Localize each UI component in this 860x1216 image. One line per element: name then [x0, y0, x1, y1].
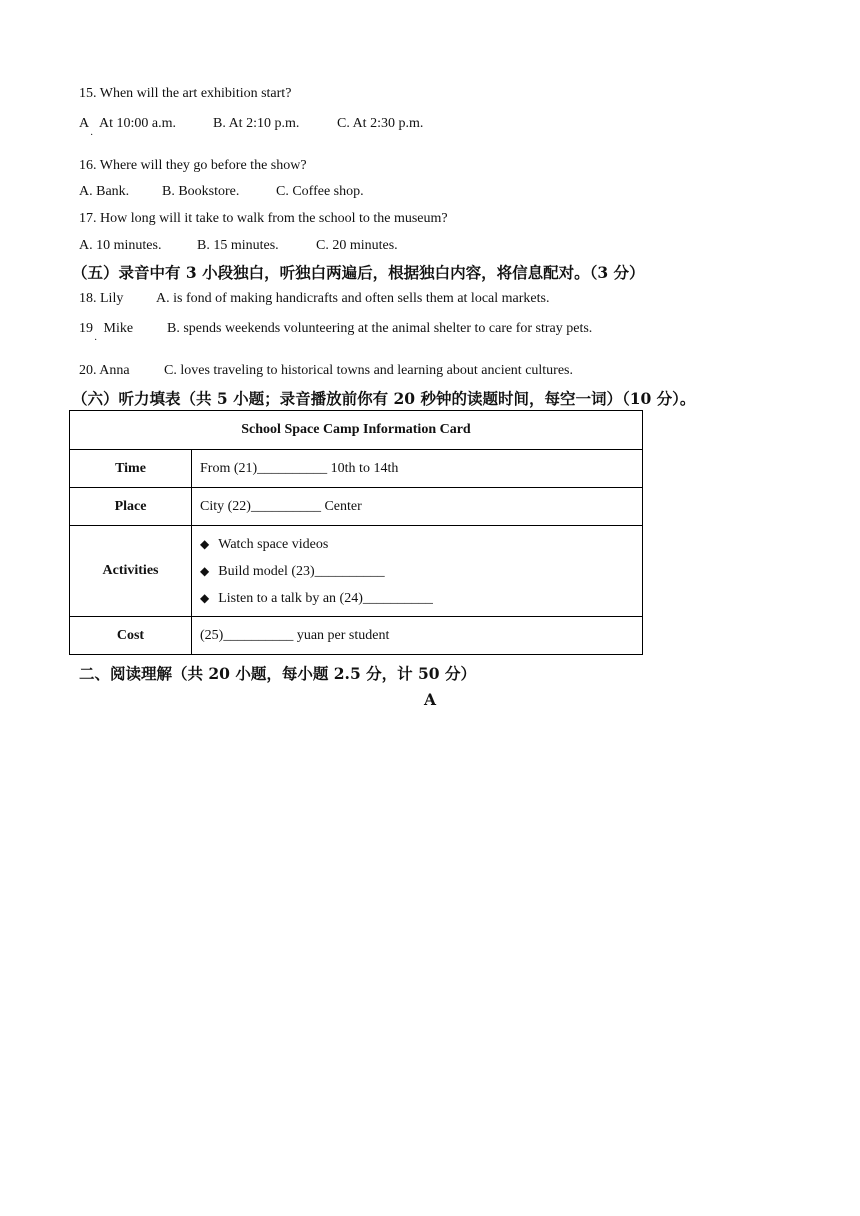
- black-diamond-icon: ◆: [200, 563, 210, 578]
- activity-text: Watch space videos: [218, 536, 329, 552]
- question-17: 17. How long will it take to walk from the school to the museum?: [79, 211, 448, 226]
- q15-option-c: C. At 2:30 p.m.: [337, 116, 424, 131]
- cost-label: Cost: [70, 617, 192, 655]
- match-option-b: B. spends weekends volunteering at the animal shelter to care for stray pets.: [167, 321, 593, 336]
- q17-option-c: C. 20 minutes.: [316, 238, 398, 253]
- time-label: Time: [70, 450, 192, 488]
- section-5-heading: （五）录音中有 3 小段独白，听独白两遍后，根据独白内容，将信息配对。（3 分）: [72, 263, 645, 282]
- place-value: City (22)__________ Center: [192, 488, 643, 526]
- question-16: 16. Where will they go before the show?: [79, 158, 307, 173]
- section-6-heading: （六）听力填表（共 5 小题；录音播放前你有 20 秒钟的读题时间，每空一词）（10 分）。: [72, 389, 696, 408]
- match-name-18: 18. Lily: [79, 291, 124, 306]
- q15-option-a-letter: A: [79, 116, 90, 131]
- activity-item: [200, 558, 634, 585]
- time-value: From (21)__________ 10th to 14th: [192, 450, 643, 488]
- q16-option-a: A. Bank.: [79, 184, 130, 199]
- activities-list: [192, 526, 643, 617]
- activities-label: Activities: [70, 526, 192, 617]
- black-diamond-icon: ◆: [200, 536, 210, 551]
- activity-item: [200, 585, 634, 612]
- q15-option-a: At 10:00 a.m.: [99, 116, 176, 131]
- info-card-title: School Space Camp Information Card: [70, 411, 643, 450]
- dot-mark: ·: [94, 335, 98, 346]
- question-15: 15. When will the art exhibition start?: [79, 86, 292, 101]
- match-option-c: C. loves traveling to historical towns and learning about ancient cultures.: [164, 363, 574, 378]
- q15-option-b: B. At 2:10 p.m.: [213, 116, 300, 131]
- match-name-20: 20. Anna: [79, 363, 130, 378]
- q16-option-b: B. Bookstore.: [162, 184, 240, 199]
- dot-mark: ·: [90, 130, 94, 141]
- black-diamond-icon: ◆: [200, 590, 210, 605]
- place-label: Place: [70, 488, 192, 526]
- passage-label: A: [423, 690, 437, 709]
- match-name-19: 19 Mike: [79, 321, 134, 336]
- q16-option-c: C. Coffee shop.: [276, 184, 364, 199]
- activity-item: [200, 531, 634, 558]
- activity-text: Listen to a talk by an (24)__________: [218, 590, 433, 606]
- part-2-heading: 二、阅读理解（共 20 小题，每小题 2.5 分，计 50 分）: [79, 664, 476, 683]
- info-card-table: [69, 410, 643, 655]
- q17-option-a: A. 10 minutes.: [79, 238, 162, 253]
- activity-text: Build model (23)__________: [218, 563, 385, 579]
- match-option-a: A. is fond of making handicrafts and often sells them at local markets.: [156, 291, 550, 306]
- q17-option-b: B. 15 minutes.: [197, 238, 279, 253]
- cost-value: (25)__________ yuan per student: [192, 617, 643, 655]
